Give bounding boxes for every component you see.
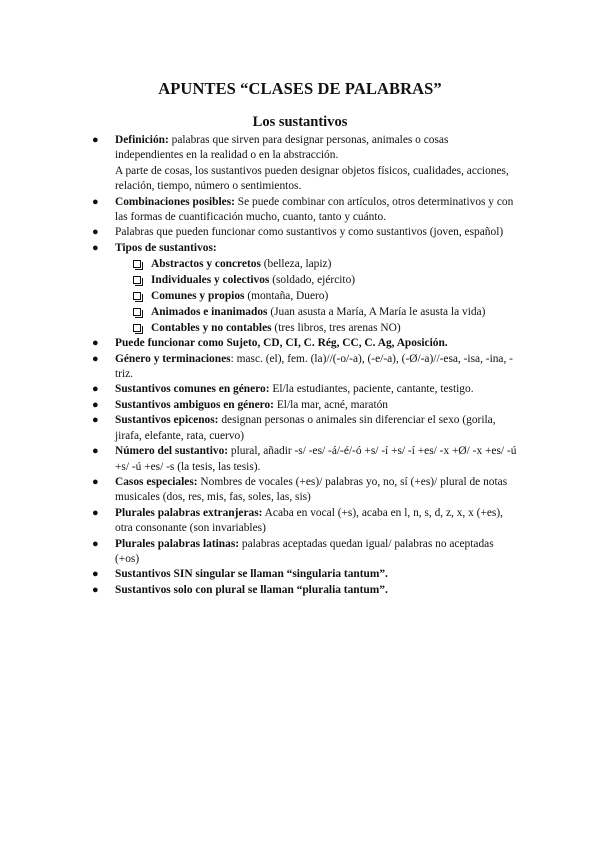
list-item-ambiguos bbox=[0, 398, 600, 413]
item-label: Sustantivos ambiguos en género: bbox=[115, 398, 274, 411]
subtype-text: (tres libros, tres arenas NO) bbox=[271, 322, 401, 335]
item-text: designan personas o animales sin diferenciar el sexo (gorila, jirafa, elefante, rata, cuervo) bbox=[115, 414, 496, 442]
bullet-icon: ● bbox=[92, 537, 99, 550]
section-heading: Los sustantivos bbox=[252, 114, 348, 130]
list-item-pluralia bbox=[0, 583, 600, 598]
list-item-numero bbox=[0, 444, 600, 475]
bullet-icon: ● bbox=[92, 134, 99, 146]
list-item-funciones bbox=[0, 336, 600, 351]
subtype-text: (belleza, lapiz) bbox=[260, 258, 332, 271]
bullet-icon: ● bbox=[92, 475, 99, 488]
list-item-epicenos bbox=[0, 413, 600, 444]
item-label: Casos especiales: bbox=[115, 475, 198, 488]
item-text: Acaba en vocal (+s), acaba en l, n, s, d, z, x, x (+es), otra consonante (son invariables) bbox=[115, 506, 504, 535]
item-label: Sustantivos SIN singular se llaman “singularia tantum”. bbox=[115, 568, 388, 581]
item-label: Sustantivos comunes en género: bbox=[115, 383, 270, 396]
item-label: Tipos de sustantivos: bbox=[115, 241, 217, 254]
checkbox-icon bbox=[133, 260, 141, 268]
list-item-genero bbox=[0, 352, 600, 383]
subtype-label: Comunes y propios bbox=[151, 290, 245, 303]
list-item-casos-especiales bbox=[0, 475, 600, 506]
bullet-icon: ● bbox=[92, 226, 99, 239]
checkbox-icon bbox=[133, 292, 141, 300]
list-item-comunes-genero bbox=[0, 382, 600, 397]
subtype-text: (Juan asusta a María, A María le asusta la vida) bbox=[267, 306, 486, 319]
subtype-text: (montaña, Duero) bbox=[244, 290, 329, 303]
subtype-item bbox=[115, 272, 518, 288]
list-item-combinaciones bbox=[0, 195, 600, 226]
list-item-plurales-latinas bbox=[0, 537, 600, 568]
item-text: : masc. (el), fem. (la)//(-o/-a), (-e/-a), (-Ø/-a)//-esa, -isa, -ina, -triz. bbox=[115, 352, 513, 381]
subtype-list bbox=[115, 256, 518, 336]
subtype-label: Animados e inanimados bbox=[151, 306, 268, 319]
item-label: Plurales palabras latinas: bbox=[115, 537, 240, 550]
item-text: plural, añadir -s/ -es/ -á/-é/-ó +s/ -í +s/ -í +es/ -x +Ø/ -x +es/ -ú +s/ -ú +es/ -s (la tesis, las tesis). bbox=[115, 445, 517, 473]
document-title: APUNTES “CLASES DE PALABRAS” bbox=[158, 79, 442, 98]
item-text: Se puede combinar con artículos, otros determinativos y con las formas de cuantificación mucho, cuanto, tanto y cuánto. bbox=[115, 195, 514, 224]
item-label: Combinaciones posibles: bbox=[115, 195, 235, 208]
subtype-label: Abstractos y concretos bbox=[151, 258, 261, 271]
bullet-icon: ● bbox=[92, 195, 99, 208]
bullet-icon: ● bbox=[92, 445, 99, 458]
item-label: Puede funcionar como Sujeto, CD, CI, C. Rég, CC, C. Ag, Aposición. bbox=[115, 337, 448, 350]
subtype-label: Contables y no contables bbox=[151, 322, 272, 335]
item-label: Sustantivos epicenos: bbox=[115, 414, 219, 427]
item-extra-text: A parte de cosas, los sustantivos pueden designar objetos físicos, cualidades, acciones, relación, tiempo, número o sentimientos. bbox=[115, 164, 509, 193]
subtype-label: Individuales y colectivos bbox=[151, 274, 270, 287]
item-text: El/la mar, acné, maratón bbox=[273, 398, 388, 411]
bullet-icon: ● bbox=[92, 337, 99, 350]
list-item-singularia bbox=[0, 567, 600, 582]
item-label: Género y terminaciones bbox=[115, 352, 231, 365]
list-item-definicion bbox=[0, 133, 600, 195]
list-item-palabras bbox=[0, 225, 600, 240]
item-text: El/la estudiantes, paciente, cantante, testigo. bbox=[269, 383, 474, 396]
item-text: palabras aceptadas quedan igual/ palabras no aceptadas (+os) bbox=[115, 537, 494, 565]
checkbox-icon bbox=[133, 324, 141, 332]
list-item-tipos bbox=[0, 241, 600, 336]
bullet-icon: ● bbox=[92, 398, 99, 411]
subtype-item bbox=[115, 288, 518, 304]
item-label: Número del sustantivo: bbox=[115, 445, 229, 458]
checkbox-icon bbox=[133, 276, 141, 284]
subtype-item bbox=[115, 320, 518, 336]
item-label: Definición: bbox=[115, 134, 169, 146]
checkbox-icon bbox=[133, 308, 141, 316]
subtype-text: (soldado, ejército) bbox=[269, 274, 356, 287]
bullet-icon: ● bbox=[92, 414, 99, 427]
bullet-icon: ● bbox=[92, 506, 99, 519]
item-text: palabras que sirven para designar personas, animales o cosas independientes en la realidad o en la abstracción. bbox=[115, 134, 449, 162]
bullet-icon: ● bbox=[92, 568, 99, 581]
subtype-item bbox=[115, 304, 518, 320]
bullet-icon: ● bbox=[92, 241, 99, 254]
item-text: Nombres de vocales (+es)/ palabras yo, no, sí (+es)/ plural de notas musicales (dos, res, mis, fas, soles, las, sis) bbox=[115, 475, 508, 504]
item-label: Plurales palabras extranjeras: bbox=[115, 506, 263, 519]
subtype-item bbox=[115, 256, 518, 272]
bullet-icon: ● bbox=[92, 352, 99, 365]
bullet-list bbox=[0, 133, 600, 598]
item-label: Sustantivos solo con plural se llaman “pluralia tantum”. bbox=[115, 583, 388, 596]
item-text: Palabras que pueden funcionar como sustantivos y como sustantivos (joven, español) bbox=[115, 226, 504, 239]
bullet-icon: ● bbox=[92, 583, 99, 596]
list-item-plurales-extranjeras bbox=[0, 506, 600, 537]
bullet-icon: ● bbox=[92, 383, 99, 396]
